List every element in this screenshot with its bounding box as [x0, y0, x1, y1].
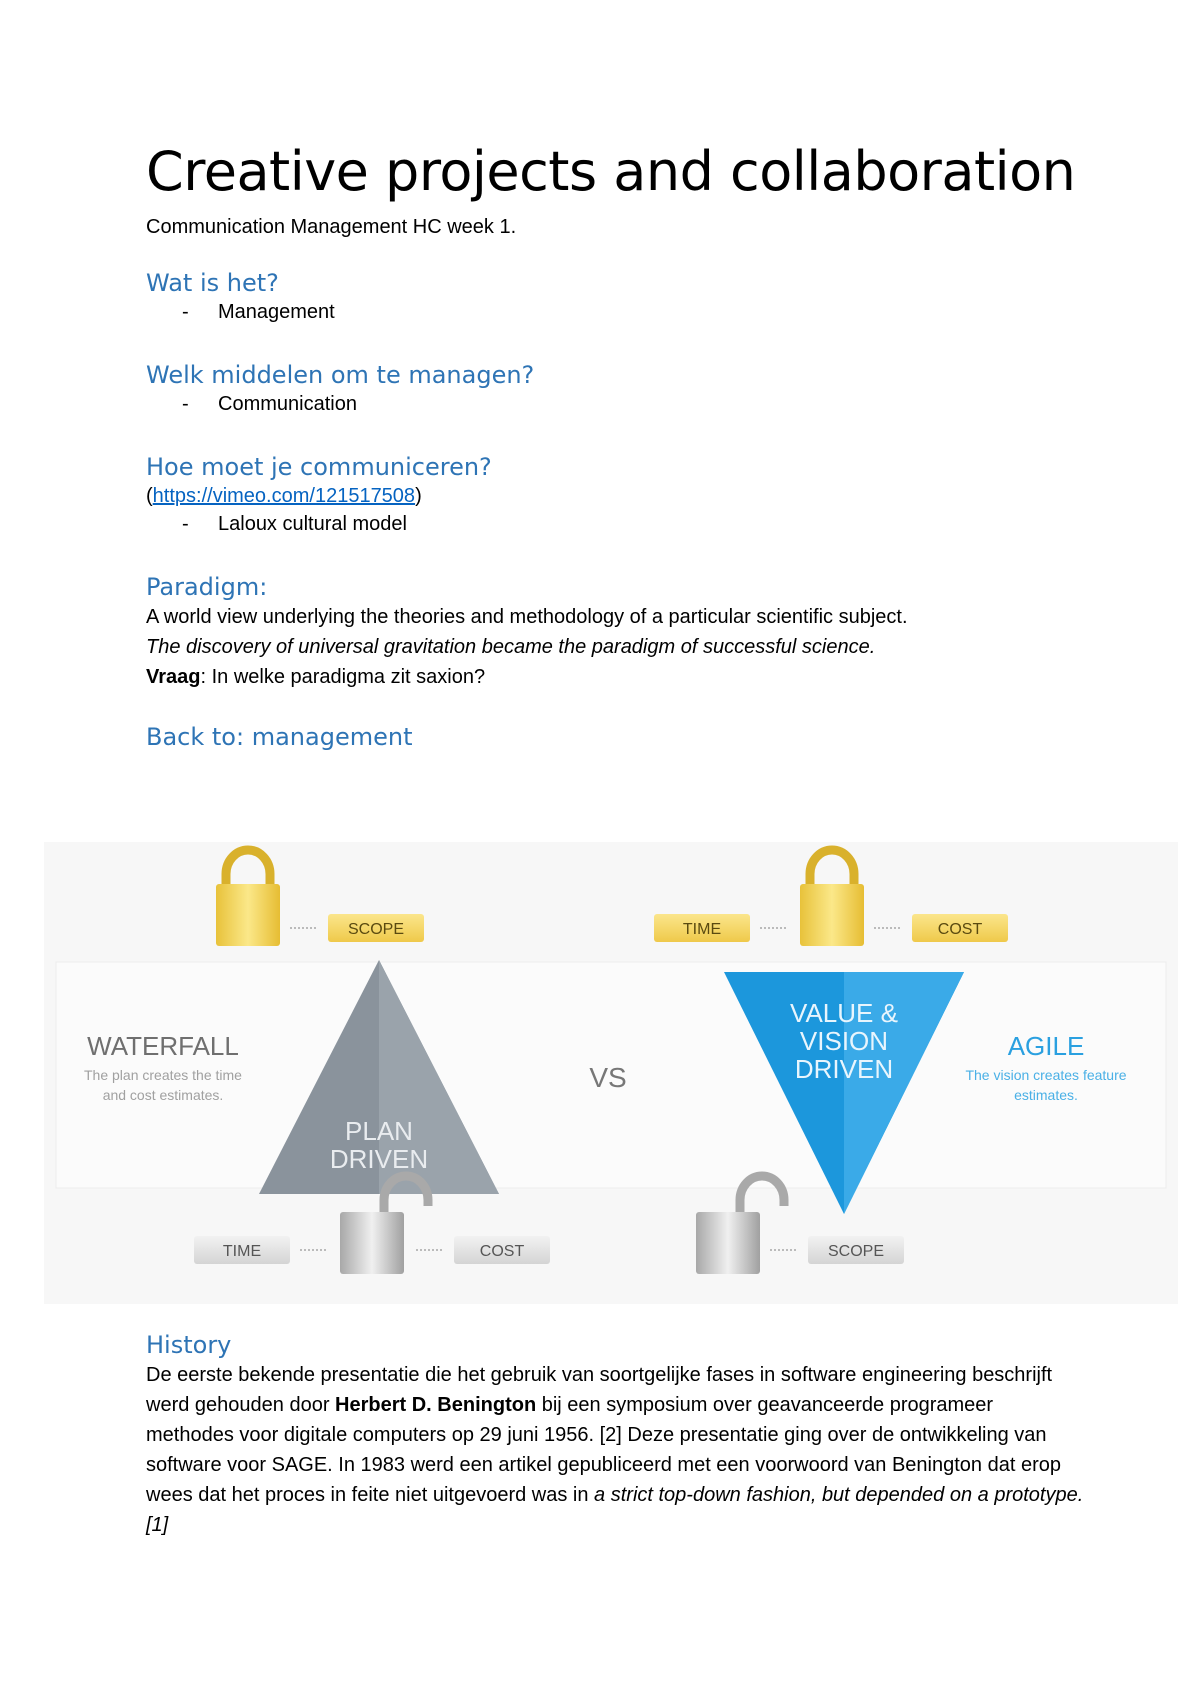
paradigm-example: The discovery of universal gravitation became the paradigm of successful science.: [146, 636, 876, 658]
waterfall-title: WATERFALL: [87, 1031, 239, 1061]
agile-title: AGILE: [1007, 1031, 1085, 1061]
cost-tag: [912, 914, 1008, 942]
triangle-text-line1: VALUE &: [790, 998, 898, 1028]
agile-desc-line2: estimates.: [1014, 1087, 1078, 1103]
subtitle: Communication Management HC week 1.: [146, 216, 517, 238]
history-text-italic: a strict top-down fashion, but depended on a prototype.[1]: [146, 1484, 1084, 1536]
history-text-1: De eerste bekende presentatie die het gebruik van soortgelijke fases in software engineering beschrijft werd gehouden door: [146, 1364, 1053, 1416]
history-section: [146, 1330, 1086, 1540]
lock-closed-icon: [216, 850, 280, 946]
heading-wat-is-het: Wat is het?: [146, 269, 279, 297]
document-content: [146, 140, 1076, 752]
heading-hoe-moet: Hoe moet je communiceren?: [146, 453, 492, 481]
tag-label: TIME: [222, 1243, 262, 1260]
waterfall-desc-line2: and cost estimates.: [102, 1087, 224, 1103]
bullet-dash: -: [182, 301, 189, 323]
paren-close: ): [415, 485, 422, 507]
history-paragraph: [146, 1360, 1086, 1540]
scope-tag: [808, 1236, 904, 1264]
agile-desc-line1: The vision creates feature: [965, 1067, 1127, 1083]
cost-tag: [454, 1236, 550, 1264]
vs-label: VS: [589, 1062, 627, 1093]
heading-back-to: Back to: management: [146, 723, 413, 751]
heading-paradigm: Paradigm:: [146, 573, 268, 601]
lock-open-icon: [696, 1176, 784, 1274]
list-item: [146, 510, 1076, 538]
paradigm-question: [146, 662, 1076, 692]
triangle-text-line1: PLAN: [345, 1116, 413, 1146]
waterfall-desc-line1: The plan creates the time: [84, 1067, 242, 1083]
link-line: [146, 482, 1076, 510]
list-item: [146, 298, 1076, 326]
lock-closed-icon: [800, 850, 864, 946]
heading-welk-middelen: Welk middelen om te managen?: [146, 361, 535, 389]
tag-label: SCOPE: [827, 1243, 885, 1260]
time-tag: [654, 914, 750, 942]
tag-label: COST: [479, 1243, 525, 1260]
waterfall-vs-agile-diagram: [44, 842, 1178, 1304]
diagram-svg: [44, 842, 1178, 1304]
vimeo-link[interactable]: https://vimeo.com/121517508: [152, 485, 416, 507]
question-text: : In welke paradigma zit saxion?: [200, 666, 486, 688]
bullet-text: Management: [218, 301, 335, 323]
tag-label: SCOPE: [347, 921, 405, 938]
bullet-text: Laloux cultural model: [218, 513, 407, 535]
triangle-text-line2: DRIVEN: [329, 1144, 429, 1174]
question-label: Vraag: [146, 666, 201, 688]
history-text-2: bij een symposium over geavanceerde programeer methodes voor digitale computers op 29 juni 1956. [2] Deze presentatie ging over de ontwikkeling van software voor SAGE. In 1983 werd een artikel gepubliceerd met een voorwoord van Benington dat erop wees dat het proces in feite niet uitgevoerd was in: [146, 1394, 1061, 1506]
paren-open: (: [146, 485, 153, 507]
bullet-dash: -: [182, 513, 189, 535]
tag-label: COST: [937, 921, 983, 938]
history-name: Herbert D. Benington: [335, 1394, 537, 1416]
bullet-text: Communication: [218, 393, 357, 415]
time-tag: [194, 1236, 290, 1264]
page-title: Creative projects and collaboration: [146, 140, 1076, 203]
scope-tag: [328, 914, 424, 942]
triangle-text-line2: VISION: [799, 1026, 889, 1056]
triangle-text-line3: DRIVEN: [794, 1054, 894, 1084]
bullet-dash: -: [182, 393, 189, 415]
heading-history: History: [146, 1331, 232, 1359]
list-item: [146, 390, 1076, 418]
tag-label: TIME: [682, 921, 722, 938]
paradigm-definition: A world view underlying the theories and methodology of a particular scientific subject.: [146, 606, 908, 628]
